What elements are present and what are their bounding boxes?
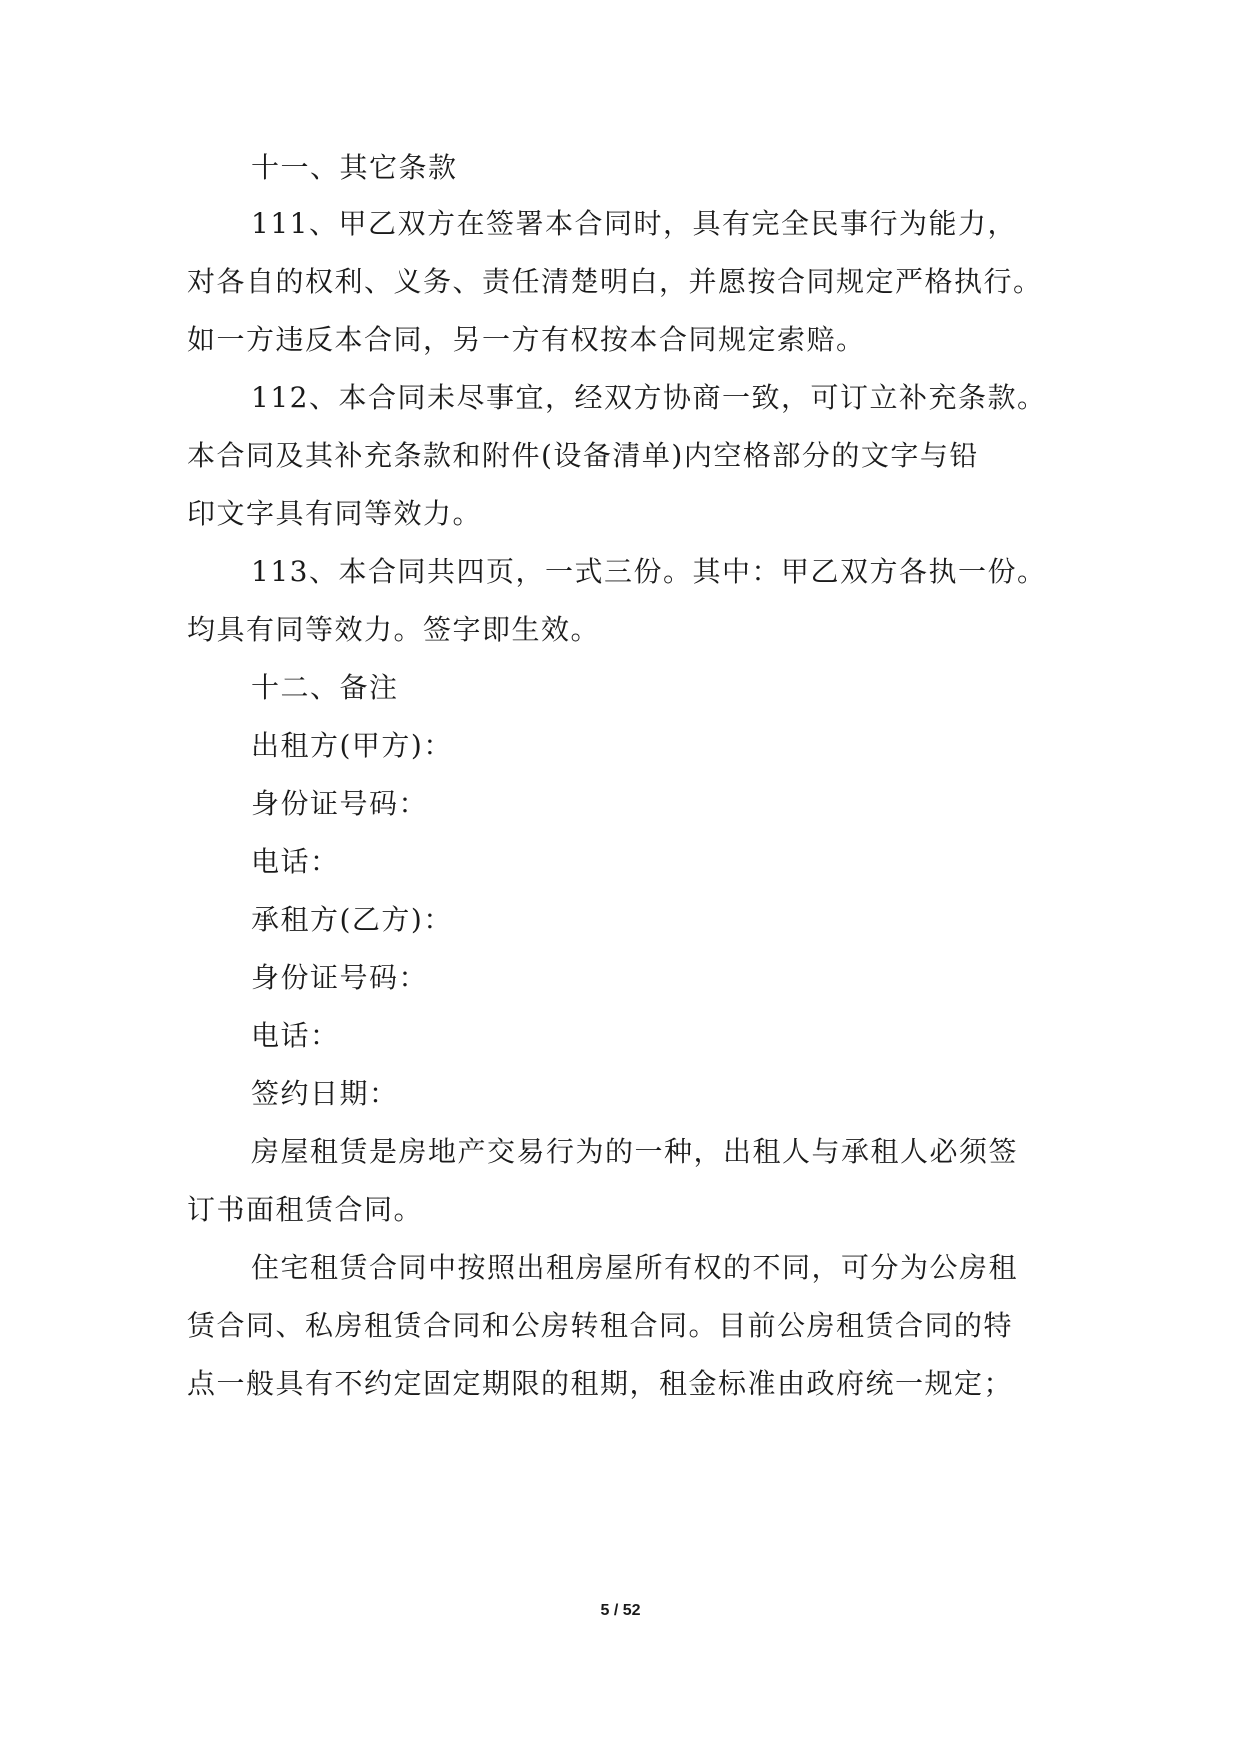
signing-date-label: 签约日期： xyxy=(251,1077,399,1110)
paragraph-line: 点一般具有不约定固定期限的租期，租金标准由政府统一规定； xyxy=(187,1367,1014,1400)
lessor-id-label: 身份证号码： xyxy=(251,787,429,820)
paragraph-line: 房屋租赁是房地产交易行为的一种，出租人与承租人必须签 xyxy=(251,1135,1019,1168)
paragraph-line: 对各自的权利、义务、责任清楚明白，并愿按合同规定严格执行。 xyxy=(187,265,1043,298)
paragraph-line: 111、甲乙双方在签署本合同时，具有完全民事行为能力， xyxy=(251,207,1017,240)
paragraph-line: 112、本合同未尽事宜，经双方协商一致，可订立补充条款。 xyxy=(251,381,1047,414)
lessor-phone-label: 电话： xyxy=(251,845,340,878)
lessee-id-label: 身份证号码： xyxy=(251,961,429,994)
lessee-label: 承租方(乙方)： xyxy=(251,903,453,936)
paragraph-line: 均具有同等效力。签字即生效。 xyxy=(187,613,601,646)
section-heading-remarks: 十二、备注 xyxy=(251,671,399,704)
paragraph-line: 订书面租赁合同。 xyxy=(187,1193,424,1226)
page-number: 5 / 52 xyxy=(600,1602,641,1619)
paragraph-line: 印文字具有同等效力。 xyxy=(187,497,483,530)
paragraph-line: 113、本合同共四页，一式三份。其中：甲乙双方各执一份。 xyxy=(251,555,1047,588)
lessee-phone-label: 电话： xyxy=(251,1019,340,1052)
paragraph-line: 住宅租赁合同中按照出租房屋所有权的不同，可分为公房租 xyxy=(251,1251,1019,1284)
lessor-label: 出租方(甲方)： xyxy=(251,729,453,762)
section-heading-other-terms: 十一、其它条款 xyxy=(251,151,458,184)
paragraph-line: 本合同及其补充条款和附件(设备清单)内空格部分的文字与铅 xyxy=(187,439,979,472)
paragraph-line: 如一方违反本合同，另一方有权按本合同规定索赔。 xyxy=(187,323,866,356)
paragraph-line: 赁合同、私房租赁合同和公房转租合同。目前公房租赁合同的特 xyxy=(187,1309,1014,1342)
